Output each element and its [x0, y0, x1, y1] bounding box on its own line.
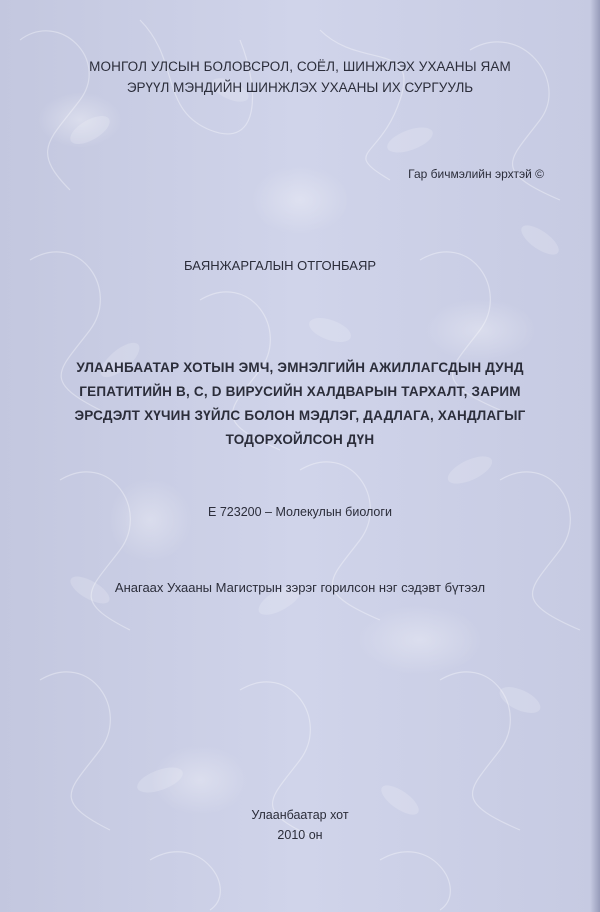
copyright-notice: Гар бичмэлийн эрхтэй ©: [408, 167, 544, 181]
thesis-title-line-2: ГЕПАТИТИЙН В, С, D ВИРУСИЙН ХАЛДВАРЫН ТАРХАЛТ, ЗАРИМ: [79, 384, 521, 399]
thesis-title-line-1: УЛААНБААТАР ХОТЫН ЭМЧ, ЭМНЭЛГИЙН АЖИЛЛАГСДЫН ДУНД: [76, 360, 524, 375]
degree-statement: Анагаах Ухааны Магистрын зэрэг горилсон нэг сэдэвт бүтээл: [114, 580, 486, 595]
ministry-name: МОНГОЛ УЛСЫН БОЛОВСРОЛ, СОЁЛ, ШИНЖЛЭХ УХААНЫ ЯАМ: [89, 59, 511, 74]
year: 2010 он: [277, 828, 323, 842]
thesis-title-line-3: ЭРСДЭЛТ ХҮЧИН ЗҮЙЛС БОЛОН МЭДЛЭГ, ДАДЛАГА, ХАНДЛАГЫГ: [74, 408, 526, 423]
specialty-code: Е 723200 – Молекулын биологи: [208, 505, 392, 519]
author-name: БАЯНЖАРГАЛЫН ОТГОНБАЯР: [183, 258, 377, 273]
thesis-title-line-4: ТОДОРХОЙЛСОН ДҮН: [225, 432, 375, 447]
city-name: Улаанбаатар хот: [251, 808, 349, 822]
page-edge-shadow: [590, 0, 600, 912]
university-name: ЭРҮҮЛ МЭНДИЙН ШИНЖЛЭХ УХААНЫ ИХ СУРГУУЛЬ: [126, 80, 474, 95]
